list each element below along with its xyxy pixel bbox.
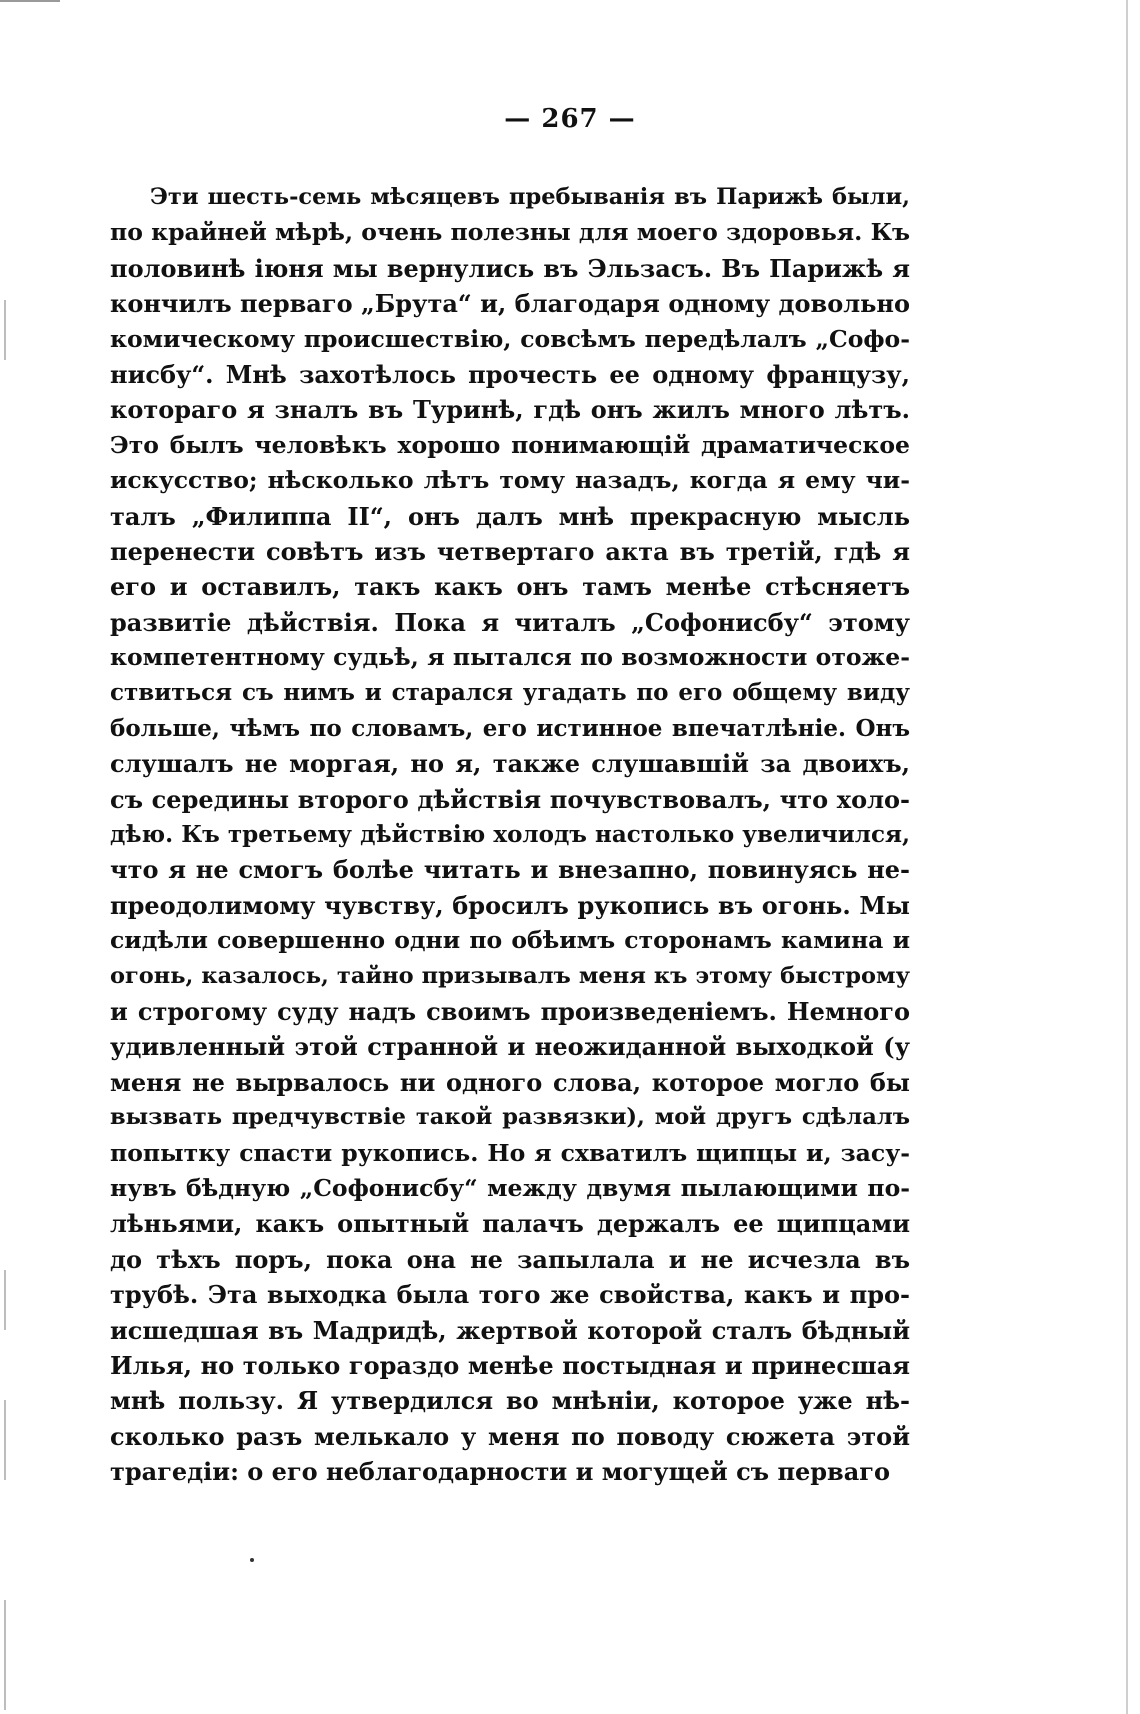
- text-line: талъ „Филиппа II“, онъ далъ мнѣ прекрасную мысль: [110, 501, 910, 531]
- text-line: до тѣхъ поръ, пока она не запылала и не исчезла въ: [110, 1244, 910, 1274]
- text-line: комическому происшествію, совсѣмъ передѣлалъ „Софо-: [110, 324, 910, 353]
- text-line: нисбу“. Мнѣ захотѣлось прочесть ее одному французу,: [110, 359, 910, 389]
- text-line: по крайней мѣрѣ, очень полезны для моего здоровья. Къ: [110, 218, 910, 247]
- scan-edge-right: [1126, 0, 1128, 1714]
- text-line: перенести совѣтъ изъ четвертаго акта въ третій, гдѣ я: [110, 536, 910, 566]
- text-line: слушалъ не моргая, но я, также слушавшій за двоихъ,: [110, 749, 910, 779]
- text-line: Эти шесть-семь мѣсяцевъ пребыванія въ Парижѣ были,: [150, 184, 910, 210]
- text-line: вызвать предчувствіе такой развязки), мой другъ сдѣлалъ: [110, 1104, 910, 1131]
- scan-speck: [250, 1558, 254, 1562]
- text-line: сколько разъ мелькало у меня по поводу сюжета этой: [110, 1421, 910, 1451]
- text-line: его и оставилъ, такъ какъ онъ тамъ менѣе стѣсняетъ: [110, 572, 910, 602]
- scan-edge-left-2: [4, 1270, 6, 1330]
- text-line: трагедіи: о его неблагодарности и могущей съ перваго: [110, 1457, 890, 1487]
- text-line: ствиться съ нимъ и старался угадать по его общему виду: [110, 679, 910, 707]
- scan-edge-left-3: [4, 1400, 6, 1480]
- text-line: нувъ бѣдную „Софонисбу“ между двумя пылающими по-: [110, 1173, 910, 1202]
- text-line: и строгому суду надъ своимъ произведеніемъ. Немного: [110, 996, 910, 1026]
- text-line: попытку спасти рукопись. Но я схватилъ щипцы и, засу-: [110, 1138, 910, 1167]
- text-line: искусство; нѣсколько лѣтъ тому назадъ, когда я ему чи-: [110, 466, 910, 495]
- text-line: удивленный этой странной и неожиданной выходкой (у: [110, 1032, 910, 1062]
- text-line: трубѣ. Эта выходка была того же свойства, какъ и про-: [110, 1280, 910, 1310]
- text-line: мнѣ пользу. Я утвердился во мнѣніи, которое уже нѣ-: [110, 1386, 910, 1416]
- text-line: огонь, казалось, тайно призывалъ меня къ этому быстрому: [110, 962, 910, 989]
- scan-edge-left-4: [4, 1600, 6, 1710]
- text-line: больше, чѣмъ по словамъ, его истинное впечатлѣніе. Онъ: [110, 714, 910, 742]
- text-line: Это былъ человѣкъ хорошо понимающій драматическое: [110, 430, 910, 459]
- text-line: преодолимому чувству, бросилъ рукопись въ огонь. Мы: [110, 890, 910, 920]
- text-line: Илья, но только гораздо менѣе постыдная и принесшая: [110, 1350, 910, 1380]
- scan-edge-left-1: [4, 300, 6, 360]
- text-line: половинѣ іюня мы вернулись въ Эльзасъ. Въ Парижѣ я: [110, 253, 910, 283]
- text-line: лѣньями, какъ опытный палачъ держалъ ее щипцами: [110, 1209, 910, 1239]
- scan-edge-top: [0, 0, 60, 2]
- text-line: съ середины второго дѣйствія почувствовалъ, что холо-: [110, 784, 910, 814]
- text-line: что я не смогъ болѣе читать и внезапно, повинуясь не-: [110, 855, 910, 885]
- text-line: меня не вырвалось ни одного слова, которое могло бы: [110, 1067, 910, 1097]
- text-line: котораго я зналъ въ Туринѣ, гдѣ онъ жилъ много лѣтъ.: [110, 395, 910, 425]
- text-line: компетентному судьѣ, я пытался по возможности отоже-: [110, 643, 910, 672]
- text-line: сидѣли совершенно одни по обѣимъ сторонамъ камина и: [110, 926, 910, 955]
- body-text: [110, 180, 910, 1489]
- text-line: кончилъ перваго „Брута“ и, благодаря одному довольно: [110, 289, 910, 319]
- text-line: развитіе дѣйствія. Пока я читалъ „Софонисбу“ этому: [110, 607, 910, 637]
- text-line: дѣю. Къ третьему дѣйствію холодъ настолько увеличился,: [110, 821, 910, 849]
- page-number: — 267 —: [504, 104, 636, 134]
- text-line: исшедшая въ Мадридѣ, жертвой которой сталъ бѣдный: [110, 1315, 910, 1345]
